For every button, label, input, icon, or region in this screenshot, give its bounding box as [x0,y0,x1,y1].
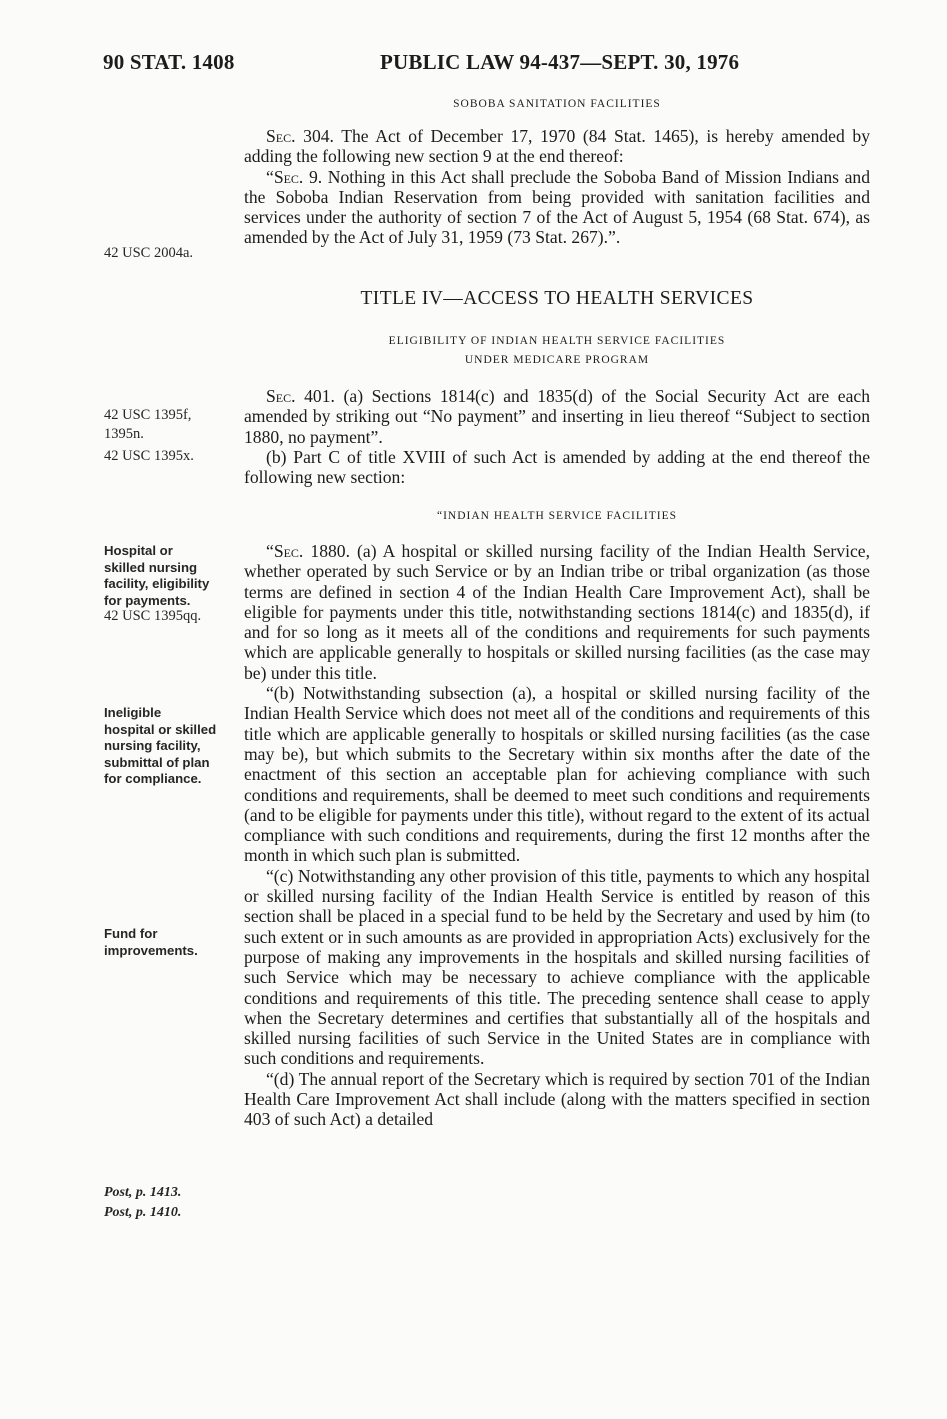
sec-401-a-paragraph: Sec. 401. (a) Sections 1814(c) and 1835(d) of the Social Security Act are each amended by striking out “No payment” and inserting in lieu thereof “Subject to section 1880, no payment”. [244,386,870,447]
margin-note-usc-1395qq: 42 USC 1395qq. [104,608,202,624]
margin-note-hospital-eligibility: Hospital or skilled nursing facility, eligibility for payments. [104,543,210,608]
eligibility-heading-line1: ELIGIBILITY OF INDIAN HEALTH SERVICE FACILITIES [388,335,726,347]
sec-1880-c-paragraph: “(c) Notwithstanding any other provision of this title, payments to which any hospital or skilled nursing facility of the Indian Health Service is entitled by reason of this section shall be placed in a special fund to be held by the Secretary and used by him (to such extent or in such amounts as are provided in appropriation Acts) exclusively for the purpose of making any improvements in the hospitals and skilled nursing facilities of such Service which may be necessary to achieve compliance with the applicable conditions and requirements of this title. The preceding sentence shall cease to apply when the Secretary determines and certifies that substantially all of the hospitals and skilled nursing facilities of such Service in the United States are in compliance with such conditions and requirements. [244,865,870,1069]
margin-note-post-1410: Post, p. 1410. [104,1205,182,1220]
margin-note-ineligible-plan: Ineligible hospital or skilled nursing facility, submittal of plan for compliance. [104,705,217,786]
sec-1880-d-paragraph: “(d) The annual report of the Secretary which is required by section 701 of the Indian Health Care Improvement Act shall include (along with the matters specified in section 403 of such Act) a detailed [244,1068,870,1130]
soboba-section [244,126,870,248]
margin-note-post-1413: Post, p. 1413. [104,1185,182,1200]
running-head: PUBLIC LAW 94-437—SEPT. 30, 1976 [380,50,740,74]
margin-note-usc-1395f: 42 USC 1395f, 1395n. [104,407,192,442]
eligibility-heading-line2: UNDER MEDICARE PROGRAM [464,354,650,366]
sec-304-paragraph: Sec. 304. The Act of December 17, 1970 (84 Stat. 1465), is hereby amended by adding the following new section 9 at the end thereof: [244,126,870,167]
title-iv-heading: TITLE IV—ACCESS TO HEALTH SERVICES [360,288,754,309]
margin-note-usc-2004a: 42 USC 2004a. [104,245,194,261]
sec-label: Sec. [266,126,296,146]
indian-health-facilities-heading: “INDIAN HEALTH SERVICE FACILITIES [436,510,678,522]
margin-note-fund-improvements: Fund for improvements. [104,926,198,958]
sec-1880-a-paragraph: “Sec. 1880. (a) A hospital or skilled nursing facility of the Indian Health Service, whether operated by such Service or by an Indian tribe or tribal organization (as those terms are defined in section 4 of the Indian Health Care Improvement Act), shall be eligible for payments under this title, notwithstanding sections 1814(c) and 1835(d), if and for so long as it meets all of the conditions and requirements for such payments which are applicable generally to hospitals or skilled nursing facilities (as the case may be) under this title. [244,541,870,683]
sec-401-b-paragraph: (b) Part C of title XVIII of such Act is amended by adding at the end thereof the following new section: [244,446,870,488]
margin-note-usc-1395x: 42 USC 1395x. [104,448,194,464]
soboba-heading: SOBOBA SANITATION FACILITIES [453,98,661,110]
sec-1880-b-paragraph: “(b) Notwithstanding subsection (a), a hospital or skilled nursing facility of the Indian Health Service which does not meet all of the conditions and requirements of this title which are applicable generally to hospitals or skilled nursing facilities (as the case may be), but which submits to the Secretary within six months after the date of the enactment of this section an acceptable plan for achieving compliance with such conditions and requirements, shall be deemed to meet such conditions and requirements (and to be eligible for payments under this title), without regard to the extent of its actual compliance with such conditions and requirements, during the first 12 months after the month in which such plan is submitted. [244,683,870,866]
sec-1880-section [244,541,870,1130]
sec-9-paragraph: “Sec. 9. Nothing in this Act shall preclude the Soboba Band of Mission Indians and the Soboba Indian Reservation from being provided with sanitation facilities and services under the authority of section 7 of the Act of August 5, 1954 (68 Stat. 674), as amended by the Act of July 31, 1959 (73 Stat. 267).”. [244,166,870,248]
stat-page-number: 90 STAT. 1408 [103,50,235,74]
sec-401-section [244,386,870,487]
